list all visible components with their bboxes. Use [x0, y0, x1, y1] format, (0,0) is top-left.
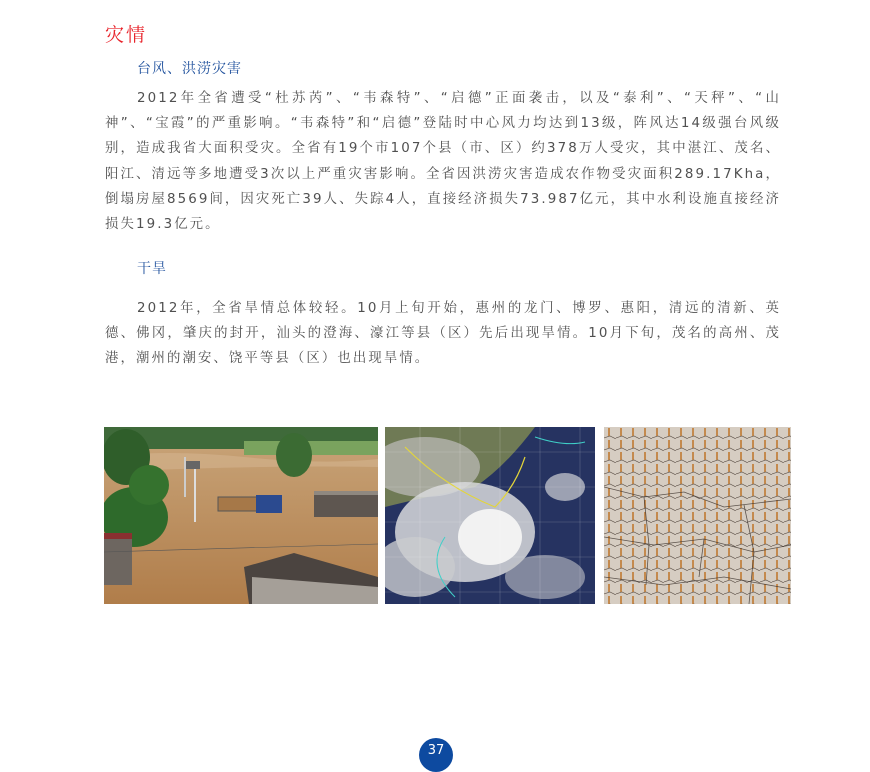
drought-cracked-field-photo	[604, 427, 791, 604]
drought-heading: 干旱	[137, 261, 167, 277]
typhoon-flood-paragraph: 2012年全省遭受“杜苏芮”、“韦森特”、“启德”正面袭击，以及“泰利”、“天秤”、“山神”、“宝霞”的严重影响。“韦森特”和“启德”登陆时中心风力均达到13级，阵风达14级强台风级别，造成我省大面积受灾。全省有19个市107个县（市、区）约378万人受灾，其中湛江、茂名、阳江、清远等多地遭受3次以上严重灾害影响。全省因洪涝灾害造成农作物受灾面积289.17Kha，倒塌房屋8569间，因灾死亡39人、失踪4人，直接经济损失73.987亿元，其中水利设施直接经济损失19.3亿元。	[105, 91, 781, 233]
typhoon-satellite-image	[385, 427, 595, 604]
page-number-badge: 37	[419, 738, 453, 772]
typhoon-flood-heading: 台风、洪涝灾害	[137, 61, 242, 77]
drought-paragraph: 2012年，全省旱情总体较轻。10月上旬开始，惠州的龙门、博罗、惠阳，清远的清新、英德、佛冈，肇庆的封开，汕头的澄海、濠江等县（区）先后出现旱情。10月下旬，茂名的高州、茂港，潮州的潮安、饶平等县（区）也出现旱情。	[105, 301, 781, 367]
section-title: 灾情	[105, 24, 148, 46]
flooded-village-photo	[104, 427, 378, 604]
